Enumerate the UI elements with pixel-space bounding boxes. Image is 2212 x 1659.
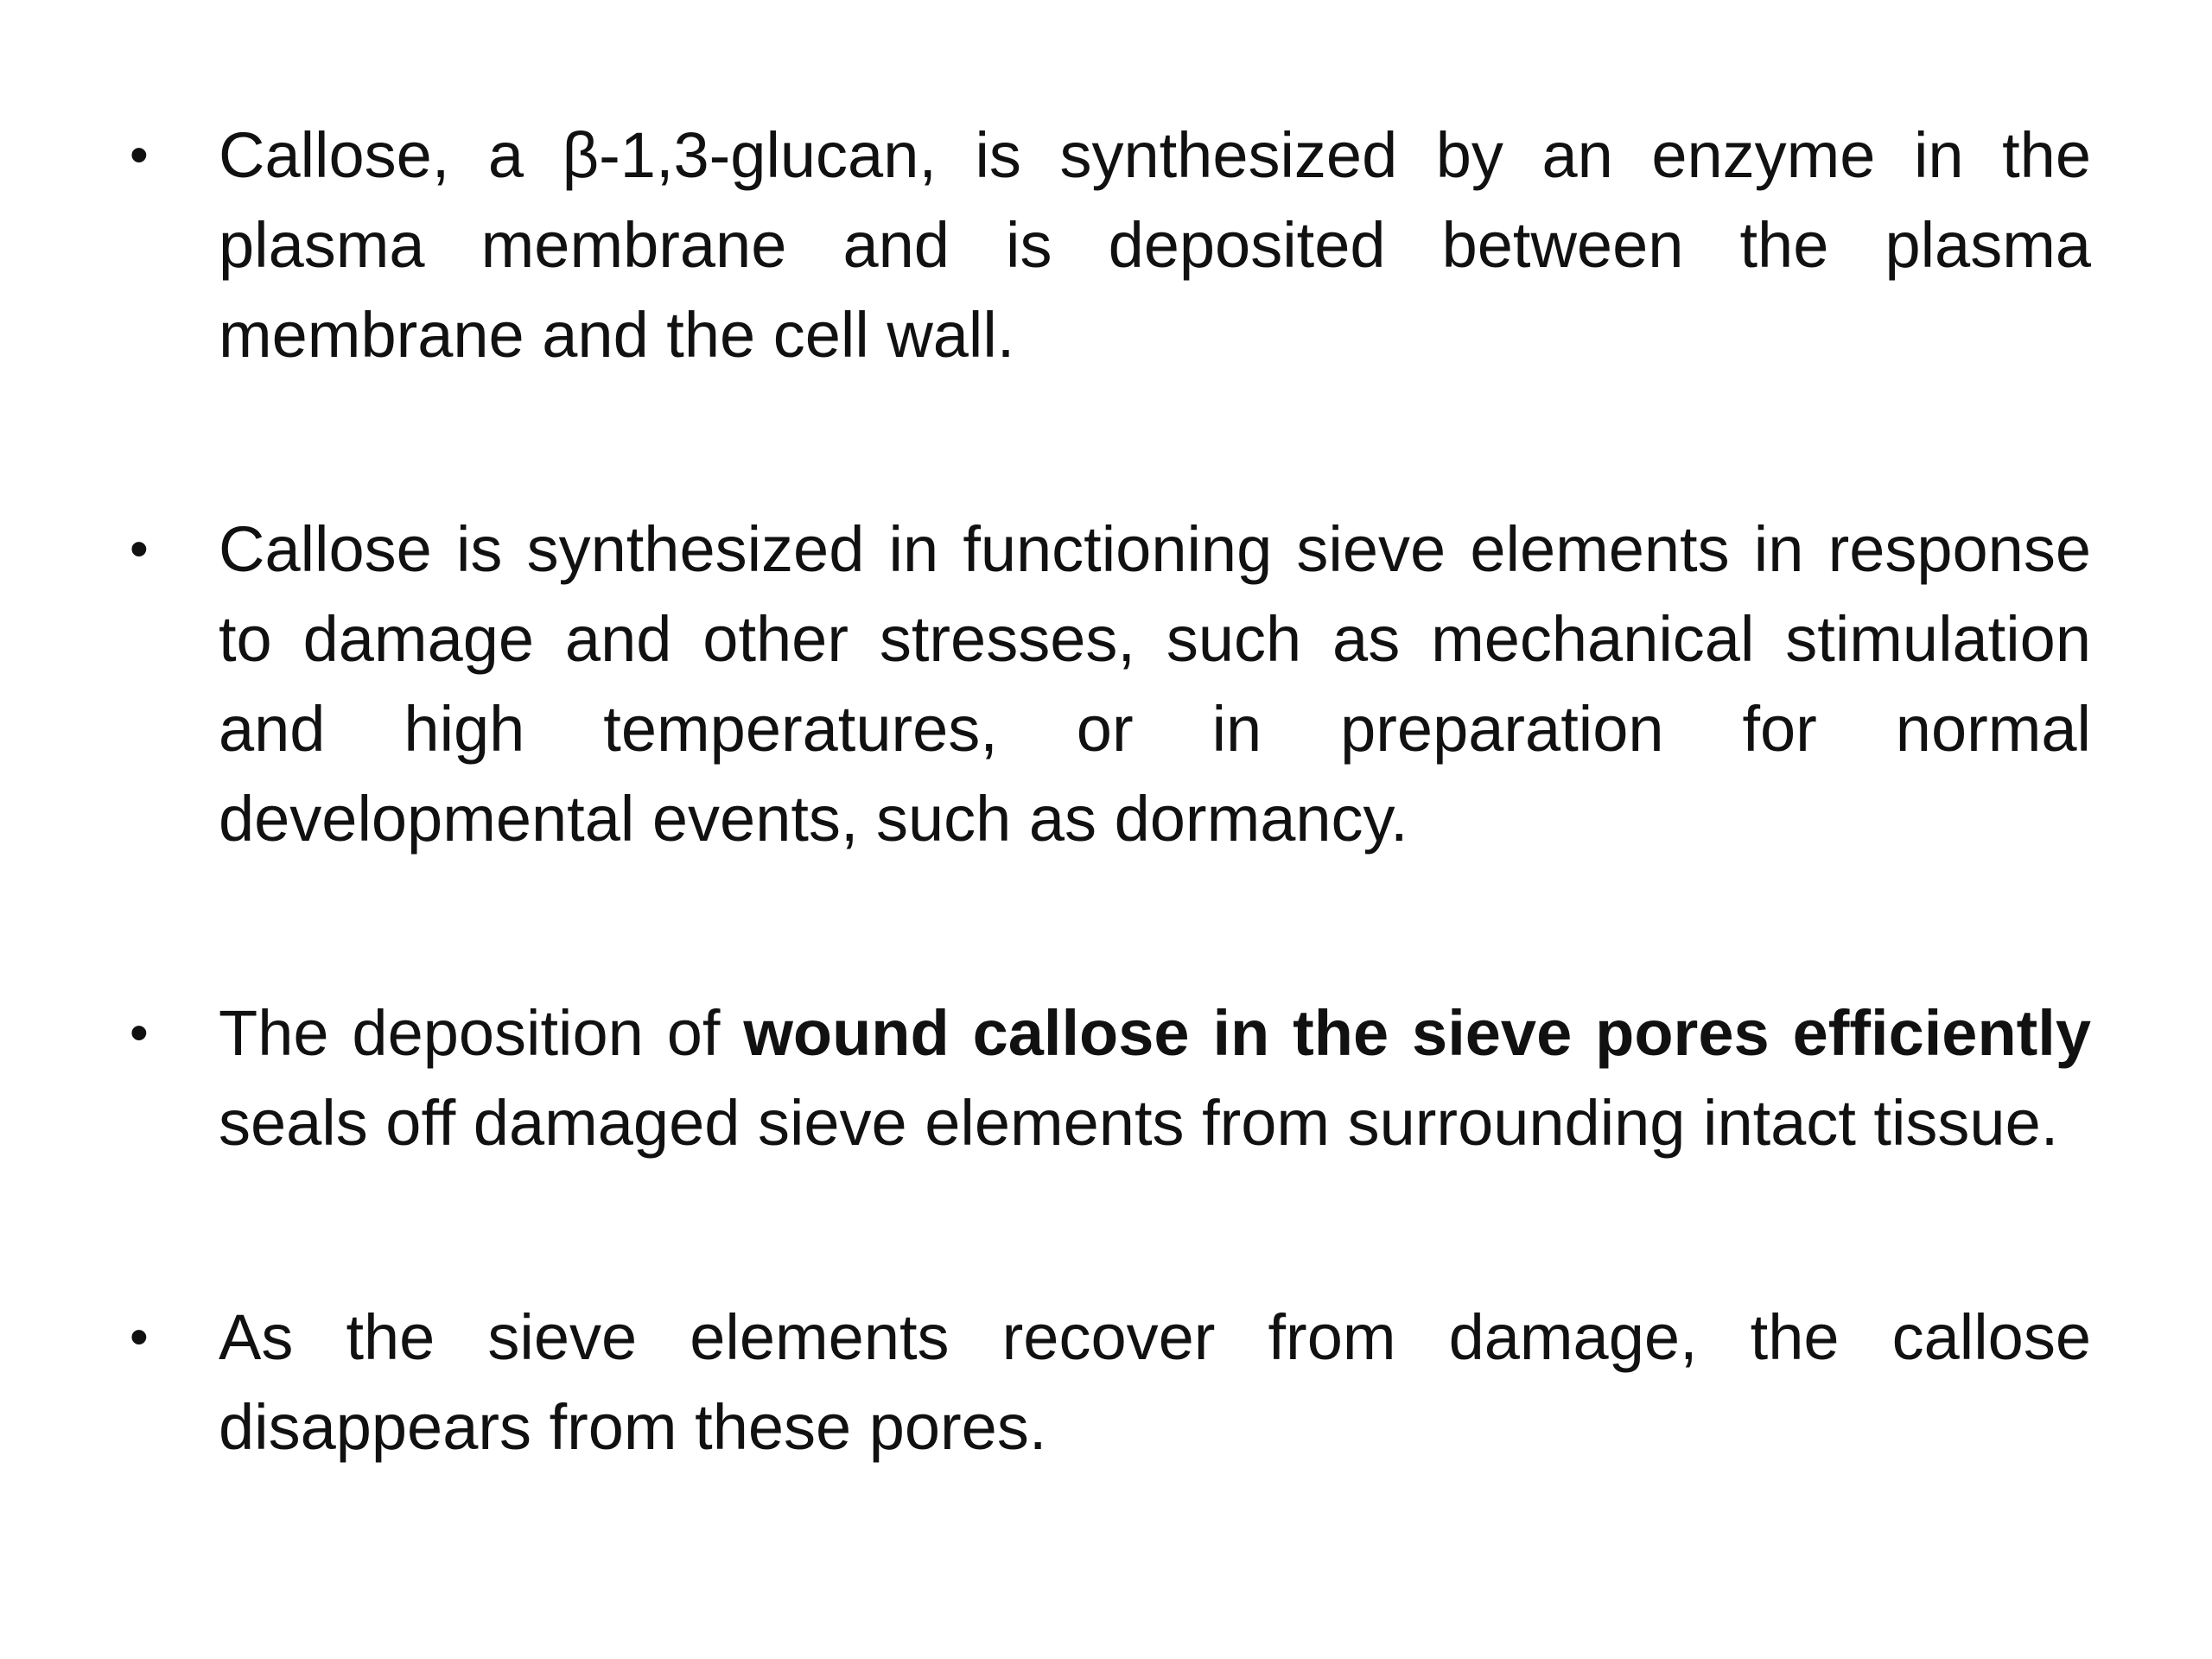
bullet-icon: • (130, 1003, 149, 1063)
bullet-item-4 (130, 1293, 2091, 1472)
bullet-text: As the sieve elements recover from damage, the callose disappears from these pores. (219, 1301, 2091, 1463)
bullet-item-2 (130, 505, 2091, 864)
bullet-item-3 (130, 988, 2091, 1168)
bullet-icon: • (130, 1307, 149, 1367)
bullet-icon: • (130, 519, 149, 579)
bullet-list (130, 111, 2091, 1472)
bullet-text-bold: wound callose in the sieve pores efficiently (743, 997, 2092, 1069)
bullet-text: Callose is synthesized in functioning sieve elements in response to damage and other stresses, such as mechanical stimulation and high temperatures, or in preparation for normal developmental events, such as dormancy. (219, 513, 2091, 855)
bullet-icon: • (130, 125, 149, 185)
bullet-text: Callose, a β-1,3-glucan, is synthesized by an enzyme in the plasma membrane and is deposited between the plasma membrane and the cell wall. (219, 119, 2091, 371)
bullet-text-after: seals off damaged sieve elements from surrounding intact tissue. (219, 1087, 2059, 1159)
bullet-item-1 (130, 111, 2091, 380)
bullet-text-before: The deposition of (219, 997, 744, 1069)
